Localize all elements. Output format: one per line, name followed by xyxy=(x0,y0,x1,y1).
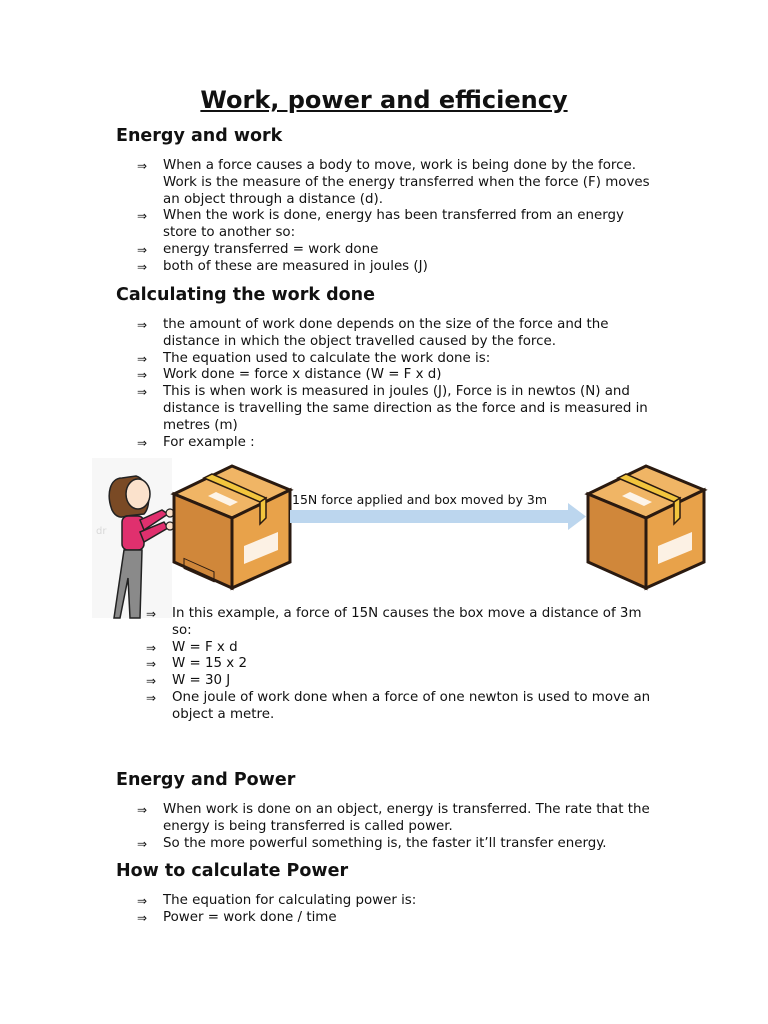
arrow-bullet-icon: ⇒ xyxy=(137,368,148,383)
list-item: ⇒ the amount of work done depends on the size of the force and the distance in which the object travelled caused by the force. xyxy=(137,317,609,349)
list-item: ⇒ When the work is done, energy has been transferred from an energy store to another so: xyxy=(137,208,624,241)
list-energy-work xyxy=(137,158,657,276)
arrow-bullet-icon: ⇒ xyxy=(137,836,148,851)
box-end-icon xyxy=(588,466,704,588)
list-calculate-power xyxy=(137,893,657,927)
arrow-bullet-icon: ⇒ xyxy=(137,435,148,450)
arrow-bullet-icon: ⇒ xyxy=(137,318,148,332)
arrow-bullet-icon: ⇒ xyxy=(137,242,148,257)
arrow-bullet-icon: ⇒ xyxy=(137,894,148,908)
page-title: Work, power and efficiency xyxy=(200,86,568,114)
list-item: ⇒ The equation for calculating power is: xyxy=(137,893,417,908)
box-start-icon xyxy=(174,466,290,588)
list-item: ⇒ Work done = force x distance (W = F x d) xyxy=(137,367,442,383)
list-energy-power xyxy=(137,802,657,852)
list-calculating-work xyxy=(137,317,657,451)
heading-calculate-power: How to calculate Power xyxy=(116,861,349,881)
list-item: ⇒ W = 30 J xyxy=(146,673,231,689)
list-item: ⇒ One joule of work done when a force of one newton is used to move an object a metre. xyxy=(146,689,651,722)
watermark: dr xyxy=(96,526,107,537)
list-example xyxy=(146,606,656,724)
box-push-illustration xyxy=(92,458,712,623)
arrow-bullet-icon: ⇒ xyxy=(137,159,148,173)
arrow-bullet-icon: ⇒ xyxy=(146,607,157,621)
list-item: ⇒ In this example, a force of 15N causes the box move a distance of 3m so: xyxy=(146,606,642,638)
arrow-bullet-icon: ⇒ xyxy=(137,351,148,366)
arrow-bullet-icon: ⇒ xyxy=(146,690,157,705)
arrow-bullet-icon: ⇒ xyxy=(137,385,148,400)
list-item: ⇒ So the more powerful something is, the faster it’ll transfer energy. xyxy=(137,835,607,851)
heading-energy-power: Energy and Power xyxy=(116,770,296,790)
arrow-bullet-icon: ⇒ xyxy=(137,910,148,925)
force-arrow xyxy=(290,503,586,530)
arrow-bullet-icon: ⇒ xyxy=(146,674,157,689)
arrow-bullet-icon: ⇒ xyxy=(137,803,148,817)
list-item: ⇒ The equation used to calculate the work done is: xyxy=(137,350,491,366)
list-item: ⇒ both of these are measured in joules (J) xyxy=(137,258,428,274)
list-item: ⇒ W = F x d xyxy=(146,639,238,655)
heading-energy-work: Energy and work xyxy=(116,126,283,146)
arrow-bullet-icon: ⇒ xyxy=(137,259,148,274)
list-item: ⇒ When a force causes a body to move, work is being done by the force. Work is the measure of the energy transferred when the force (F) moves an object through a distance (d). xyxy=(137,158,650,207)
heading-calculating-work: Calculating the work done xyxy=(116,285,375,305)
arrow-bullet-icon: ⇒ xyxy=(146,657,157,672)
list-item: ⇒ Power = work done / time xyxy=(137,909,337,925)
arrow-label: 15N force applied and box moved by 3m xyxy=(292,492,548,507)
list-item: ⇒ For example : xyxy=(137,434,255,450)
arrow-bullet-icon: ⇒ xyxy=(137,209,148,224)
arrow-bullet-icon: ⇒ xyxy=(146,640,157,655)
list-item: ⇒ energy transferred = work done xyxy=(137,241,379,257)
list-item: ⇒ W = 15 x 2 xyxy=(146,656,247,672)
list-item: ⇒ When work is done on an object, energy is transferred. The rate that the energy is being transferred is called power. xyxy=(137,802,650,834)
list-item: ⇒ This is when work is measured in joules (J), Force is in newtos (N) and distance is travelling the same direction as the force and is measured in metres (m) xyxy=(137,384,648,433)
